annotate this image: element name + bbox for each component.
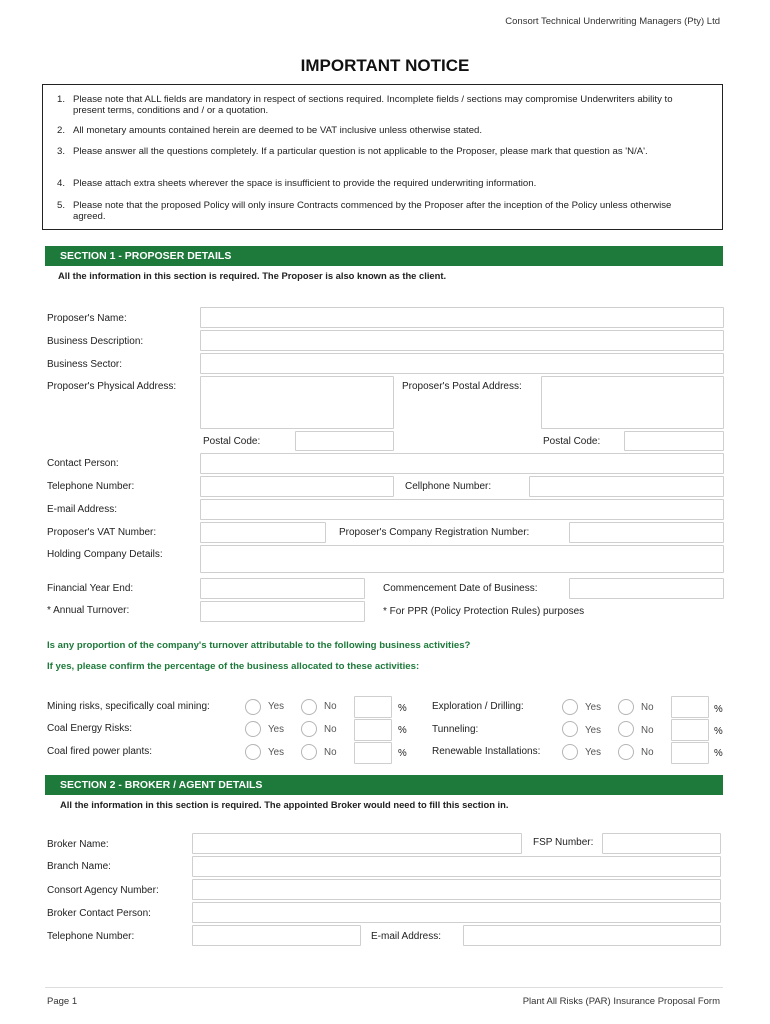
postal-postal-code-label: Postal Code: xyxy=(543,436,601,447)
email-label: E-mail Address: xyxy=(47,504,118,515)
coal-power-no-label: No xyxy=(324,747,337,758)
activity-label-exploration: Exploration / Drilling: xyxy=(432,701,524,712)
exploration-no-radio[interactable] xyxy=(618,699,634,715)
tunneling-percent-sign: % xyxy=(714,726,723,737)
tunneling-percentage-field[interactable] xyxy=(671,719,709,741)
broker-email-field[interactable] xyxy=(463,925,721,946)
broker-name-field[interactable] xyxy=(192,833,522,854)
annual-turnover-field[interactable] xyxy=(200,601,365,622)
section-1-header: SECTION 1 - PROPOSER DETAILS xyxy=(45,246,723,266)
coal-energy-no-label: No xyxy=(324,724,337,735)
turnover-percentage-question: If yes, please confirm the percentage of the business allocated to these activities: xyxy=(47,661,420,672)
renewable-yes-label: Yes xyxy=(585,747,601,758)
cellphone-label: Cellphone Number: xyxy=(405,481,492,492)
broker-contact-person-field[interactable] xyxy=(192,902,721,923)
section-2-header: SECTION 2 - BROKER / AGENT DETAILS xyxy=(45,775,723,795)
footer-divider xyxy=(45,987,723,988)
page-number: Page 1 xyxy=(47,996,78,1007)
telephone-field[interactable] xyxy=(200,476,394,497)
financial-year-end-label: Financial Year End: xyxy=(47,583,134,594)
renewable-percentage-field[interactable] xyxy=(671,742,709,764)
vat-number-label: Proposer's VAT Number: xyxy=(47,527,157,538)
mining-yes-radio[interactable] xyxy=(245,699,261,715)
physical-address-field[interactable] xyxy=(200,376,394,429)
exploration-percent-sign: % xyxy=(714,704,723,715)
business-description-field[interactable] xyxy=(200,330,724,351)
fsp-number-field[interactable] xyxy=(602,833,721,854)
section-2-subtitle: All the information in this section is required. The appointed Broker would need to fill this section in. xyxy=(60,799,509,810)
physical-postal-code-field[interactable] xyxy=(295,431,394,451)
holding-company-label: Holding Company Details: xyxy=(47,549,163,560)
coal-energy-no-radio[interactable] xyxy=(301,721,317,737)
telephone-label: Telephone Number: xyxy=(47,481,135,492)
annual-turnover-label: * Annual Turnover: xyxy=(47,605,130,616)
email-field[interactable] xyxy=(200,499,724,520)
tunneling-no-label: No xyxy=(641,725,654,736)
company-registration-label: Proposer's Company Registration Number: xyxy=(339,527,530,538)
broker-email-label: E-mail Address: xyxy=(371,931,442,942)
mining-yes-label: Yes xyxy=(268,701,284,712)
coal-energy-percent-sign: % xyxy=(398,725,407,736)
exploration-percentage-field[interactable] xyxy=(671,696,709,718)
agency-number-label: Consort Agency Number: xyxy=(47,885,159,896)
contact-person-field[interactable] xyxy=(200,453,724,474)
branch-name-field[interactable] xyxy=(192,856,721,877)
tunneling-no-radio[interactable] xyxy=(618,721,634,737)
cellphone-field[interactable] xyxy=(529,476,724,497)
company-registration-field[interactable] xyxy=(569,522,724,543)
postal-postal-code-field[interactable] xyxy=(624,431,724,451)
business-sector-field[interactable] xyxy=(200,353,724,374)
renewable-yes-radio[interactable] xyxy=(562,744,578,760)
mining-percent-sign: % xyxy=(398,703,407,714)
physical-address-label: Proposer's Physical Address: xyxy=(47,381,177,392)
activity-label-renewable: Renewable Installations: xyxy=(432,746,541,757)
business-sector-label: Business Sector: xyxy=(47,359,123,370)
postal-address-label: Proposer's Postal Address: xyxy=(402,381,522,392)
broker-telephone-field[interactable] xyxy=(192,925,361,946)
broker-contact-person-label: Broker Contact Person: xyxy=(47,908,151,919)
company-header: Consort Technical Underwriting Managers (Pty) Ltd xyxy=(505,16,720,27)
broker-telephone-label: Telephone Number: xyxy=(47,931,135,942)
exploration-yes-radio[interactable] xyxy=(562,699,578,715)
mining-percentage-field[interactable] xyxy=(354,696,392,718)
holding-company-field[interactable] xyxy=(200,545,724,573)
agency-number-field[interactable] xyxy=(192,879,721,900)
exploration-yes-label: Yes xyxy=(585,702,601,713)
tunneling-yes-radio[interactable] xyxy=(562,721,578,737)
commencement-date-label: Commencement Date of Business: xyxy=(383,583,538,594)
postal-address-field[interactable] xyxy=(541,376,724,429)
coal-power-percentage-field[interactable] xyxy=(354,742,392,764)
coal-power-no-radio[interactable] xyxy=(301,744,317,760)
activity-label-coal-power: Coal fired power plants: xyxy=(47,746,153,757)
section-1-subtitle: All the information in this section is required. The Proposer is also known as the client. xyxy=(58,270,447,281)
coal-energy-yes-label: Yes xyxy=(268,724,284,735)
coal-power-yes-label: Yes xyxy=(268,747,284,758)
turnover-question: Is any proportion of the company's turnover attributable to the following business activities? xyxy=(47,640,471,651)
physical-postal-code-label: Postal Code: xyxy=(203,436,261,447)
financial-year-end-field[interactable] xyxy=(200,578,365,599)
renewable-no-radio[interactable] xyxy=(618,744,634,760)
form-name: Plant All Risks (PAR) Insurance Proposal Form xyxy=(522,996,720,1007)
business-description-label: Business Description: xyxy=(47,336,144,347)
coal-energy-yes-radio[interactable] xyxy=(245,721,261,737)
activity-label-tunneling: Tunneling: xyxy=(432,724,479,735)
branch-name-label: Branch Name: xyxy=(47,861,111,872)
page-title: IMPORTANT NOTICE xyxy=(300,56,470,75)
fsp-number-label: FSP Number: xyxy=(533,837,594,848)
mining-no-radio[interactable] xyxy=(301,699,317,715)
coal-energy-percentage-field[interactable] xyxy=(354,719,392,741)
ppr-note: * For PPR (Policy Protection Rules) purposes xyxy=(383,606,585,617)
renewable-percent-sign: % xyxy=(714,748,723,759)
contact-person-label: Contact Person: xyxy=(47,458,119,469)
important-notice-box: 1. Please note that ALL fields are mandatory in respect of sections required. Incomplete fields / sections may compromise Underwriters ability to present terms, conditions and / or a quotation. 2. All monetary amounts contained herein are deemed to be VAT inclusive unless otherwise stated. 3. Please answer all the questions completely. If a particular question is not applicable to the Proposer, please mark that question as 'N/A'. 4. Please attach extra sheets wherever the space is insufficient to provide the required underwriting information. 5. Please note that the proposed Policy will only insure Contracts commenced by the Proposer after the inception of the Policy unless otherwise agreed. xyxy=(42,84,723,230)
mining-no-label: No xyxy=(324,701,337,712)
activity-label-coal-energy: Coal Energy Risks: xyxy=(47,723,133,734)
renewable-no-label: No xyxy=(641,747,654,758)
broker-name-label: Broker Name: xyxy=(47,839,109,850)
coal-power-percent-sign: % xyxy=(398,748,407,759)
coal-power-yes-radio[interactable] xyxy=(245,744,261,760)
exploration-no-label: No xyxy=(641,702,654,713)
tunneling-yes-label: Yes xyxy=(585,725,601,736)
vat-number-field[interactable] xyxy=(200,522,326,543)
commencement-date-field[interactable] xyxy=(569,578,724,599)
proposer-name-label: Proposer's Name: xyxy=(47,313,127,324)
proposer-name-field[interactable] xyxy=(200,307,724,328)
activity-label-mining: Mining risks, specifically coal mining: xyxy=(47,701,210,712)
